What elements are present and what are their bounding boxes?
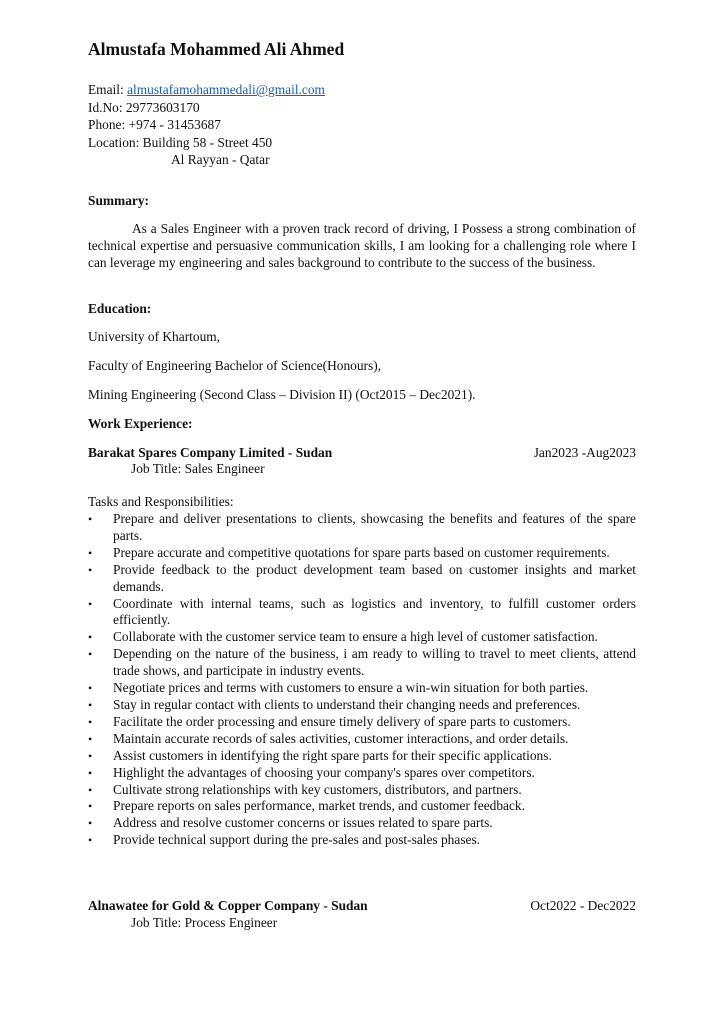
education-university: University of Khartoum,	[88, 329, 221, 344]
summary-text: As a Sales Engineer with a proven track record of driving, I Possess a strong combination of technical expertise and persuasive communication skills, I am looking for a challenging role where I can leverage my engineering and sales background to contribute to the success of the business.	[88, 221, 636, 270]
summary-heading: Summary:	[88, 193, 149, 208]
task-item: • Collaborate with the customer service team to ensure a high level of customer satisfaction.	[88, 629, 636, 646]
task-item: • Facilitate the order processing and ensure timely delivery of spare parts to customers.	[88, 714, 636, 731]
task-item: • Provide feedback to the product development team based on customer insights and market demands.	[88, 562, 636, 596]
contact-block	[88, 81, 325, 169]
location-line-2: Al Rayyan - Qatar	[171, 152, 270, 167]
job-dates: Oct2022 - Dec2022	[530, 898, 636, 913]
location-line-1: Location: Building 58 - Street 450	[88, 134, 273, 150]
task-item: • Address and resolve customer concerns or issues related to spare parts.	[88, 815, 636, 832]
phone-number: Phone: +974 - 31453687	[88, 117, 221, 132]
job-title: Job Title: Process Engineer	[131, 915, 278, 930]
tasks-label: Tasks and Responsibilities:	[88, 494, 234, 509]
tasks-list	[88, 511, 636, 849]
task-item: • Highlight the advantages of choosing your company's spares over competitors.	[88, 765, 636, 782]
task-item: • Stay in regular contact with clients to understand their changing needs and preferences.	[88, 697, 636, 714]
task-item: • Coordinate with internal teams, such as logistics and inventory, to fulfill customer orders efficiently.	[88, 596, 636, 630]
task-item: • Prepare reports on sales performance, market trends, and customer feedback.	[88, 798, 636, 815]
task-item: • Cultivate strong relationships with key customers, distributors, and partners.	[88, 782, 636, 799]
task-item: • Negotiate prices and terms with customers to ensure a win-win situation for both parties.	[88, 680, 636, 697]
task-item: • Prepare accurate and competitive quotations for spare parts based on customer requirements.	[88, 545, 636, 562]
education-heading: Education:	[88, 301, 152, 316]
job-title: Job Title: Sales Engineer	[131, 461, 265, 476]
job-company: Alnawatee for Gold & Copper Company - Sudan	[88, 898, 368, 913]
job-header-alnawatee	[88, 897, 636, 914]
job-dates: Jan2023 -Aug2023	[533, 445, 636, 460]
job-header-barakat	[88, 444, 636, 461]
education-faculty: Faculty of Engineering Bachelor of Science(Honours),	[88, 358, 382, 373]
email-line	[88, 81, 325, 99]
job-company: Barakat Spares Company Limited - Sudan	[88, 445, 333, 460]
email-link[interactable]: almustafamohammedali@gmail.com	[127, 82, 325, 97]
task-item: • Depending on the nature of the business, i am ready to willing to travel to meet clients, attend trade shows, and participate in industry events.	[88, 646, 636, 680]
email-label: Email:	[88, 82, 128, 97]
work-experience-heading: Work Experience:	[88, 416, 193, 431]
task-item: • Prepare and deliver presentations to clients, showcasing the benefits and features of the spare parts.	[88, 511, 636, 545]
id-number: Id.No: 29773603170	[88, 99, 200, 115]
candidate-name: Almustafa Mohammed Ali Ahmed	[88, 39, 345, 59]
task-item: • Maintain accurate records of sales activities, customer interactions, and order details.	[88, 731, 636, 748]
task-item: • Assist customers in identifying the right spare parts for their specific applications.	[88, 748, 636, 765]
education-degree: Mining Engineering (Second Class – Division II) (Oct2015 – Dec2021).	[88, 387, 476, 402]
task-item: • Provide technical support during the pre-sales and post-sales phases.	[88, 832, 636, 849]
